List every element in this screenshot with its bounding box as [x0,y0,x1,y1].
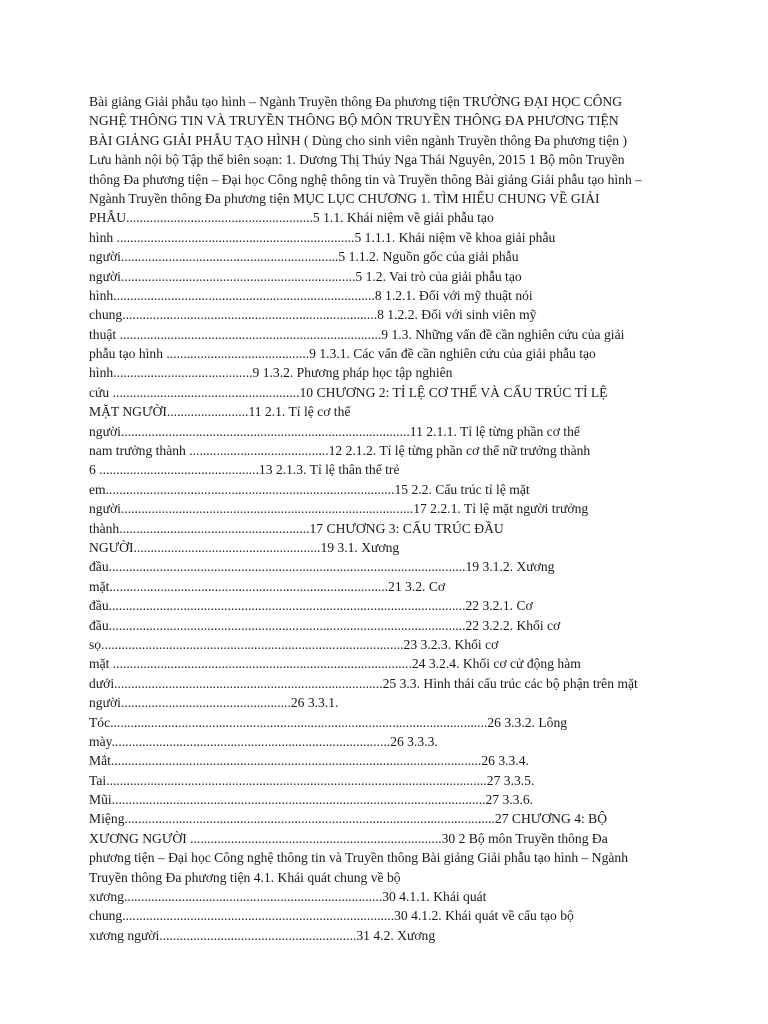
toc-entry: người......................................................................................17 2.2.1. Tỉ lệ mặt người trưởng [89,501,589,517]
toc-entry: hình.............................................................................8 1.2.1. Đối với mỹ thuật nói [89,287,533,303]
toc-entry: PHẪU.......................................................5 1.1. Khái niệm về giải phẫu tạo [89,210,494,226]
toc-entry: thành........................................................17 CHƯƠNG 3: CẤU TRÚC ĐẦU [89,520,504,536]
toc-entry: Tóc...............................................................................................................26 3.3.2. Lông [89,714,568,730]
toc-entry: xương người..........................................................31 4.2. Xương [89,927,436,943]
document-text [89,92,675,945]
toc-entry: đầu.........................................................................................................19 3.1.2. Xương [89,559,555,575]
toc-entry: mặt ........................................................................................24 3.2.4. Khối cơ cử động hàm [89,656,581,672]
toc-entry: mặt..................................................................................21 3.2. Cơ [89,578,446,594]
toc-entry: mày..................................................................................26 3.3.3. [89,733,438,749]
toc-entry: Miệng.............................................................................................................27 CHƯƠNG 4: BỘ [89,811,608,827]
toc-entry: sọ.........................................................................................23 3.2.3. Khối cơ [89,636,499,652]
text-line: thông Đa phương tiện – Đại học Công nghệ thông tin và Truyền thông Bài giảng Giải phẫu tạo hình – [89,171,642,187]
toc-entry: hình ......................................................................5 1.1.1. Khái niệm về khoa giải phẫu [89,229,556,245]
text-line: BÀI GIẢNG GIẢI PHẪU TẠO HÌNH ( Dùng cho sinh viên ngành Truyền thông Đa phương tiện ) [89,132,627,148]
text-line: Lưu hành nội bộ Tập thể biên soạn: 1. Dương Thị Thúy Nga Thái Nguyên, 2015 1 Bộ môn Truyền [89,152,625,168]
toc-entry: xương............................................................................30 4.1.1. Khái quát [89,889,487,905]
toc-entry: hình.........................................9 1.3.2. Phương pháp học tập nghiên [89,365,453,381]
toc-entry: cứu .......................................................10 CHƯƠNG 2: TỈ LỆ CƠ THỂ VÀ CẤU TRÚC TỈ LỆ [89,384,608,400]
text-line: Truyền thông Đa phương tiện 4.1. Khái quát chung về bộ [89,869,401,885]
toc-entry: người.....................................................................5 1.2. Vai trò của giải phẫu tạo [89,268,522,284]
text-line: Bài giảng Giải phẫu tạo hình – Ngành Truyền thông Đa phương tiện TRƯỜNG ĐẠI HỌC CÔNG [89,94,623,109]
toc-entry: người.....................................................................................11 2.1.1. Tỉ lệ từng phần cơ thể [89,423,580,439]
text-line: NGHỆ THÔNG TIN VÀ TRUYỀN THÔNG BỘ MÔN TRUYỀN THÔNG ĐA PHƯƠNG TIỆN [89,113,619,129]
toc-entry: thuật .............................................................................9 1.3. Những vấn đề cần nghiên cứu của giải [89,326,625,342]
toc-entry: 6 ...............................................13 2.1.3. Tỉ lệ thân thể trẻ [89,462,400,478]
toc-entry: Mắt.............................................................................................................26 3.3.4. [89,753,529,769]
toc-entry: chung................................................................................30 4.1.2. Khái quát về cấu tạo bộ [89,908,574,924]
toc-entry: phẫu tạo hình ..........................................9 1.3.1. Các vấn đề cần nghiên cứu của giải phẫu tạo [89,346,596,362]
toc-entry: XƯƠNG NGƯỜI ..........................................................................30 2 Bộ môn Truyền thông Đa [89,830,608,846]
text-line: phương tiện – Đại học Công nghệ thông tin và Truyền thông Bài giảng Giải phẫu tạo hình – Ngành [89,850,628,866]
text-line: Ngành Truyền thông Đa phương tiện MỤC LỤC CHƯƠNG 1. TÌM HIỂU CHUNG VỀ GIẢI [89,190,600,206]
toc-entry: đầu.........................................................................................................22 3.2.1. Cơ [89,598,533,614]
toc-entry: người..................................................26 3.3.1. [89,695,339,711]
toc-entry: NGƯỜI.......................................................19 3.1. Xương [89,539,400,555]
toc-entry: người................................................................5 1.1.2. Nguồn gốc của giải phẫu [89,249,519,265]
toc-entry: em.....................................................................................15 2.2. Cấu trúc tỉ lệ mặt [89,481,530,497]
toc-entry: chung...........................................................................8 1.2.2. Đối với sinh viên mỹ [89,307,537,323]
toc-entry: nam trưởng thành .........................................12 2.1.2. Tỉ lệ từng phần cơ thể nữ trưởng thành [89,443,591,459]
toc-entry: MẶT NGƯỜI........................11 2.1. Tỉ lệ cơ thể [89,404,351,420]
toc-entry: Mũi..............................................................................................................27 3.3.6. [89,792,534,808]
toc-entry: dưới...............................................................................25 3.3. Hình thái cấu trúc các bộ phận trên mặt [89,675,638,691]
toc-entry: đầu.........................................................................................................22 3.2.2. Khối cơ [89,617,561,633]
toc-entry: Tai................................................................................................................27 3.3.5. [89,772,535,788]
